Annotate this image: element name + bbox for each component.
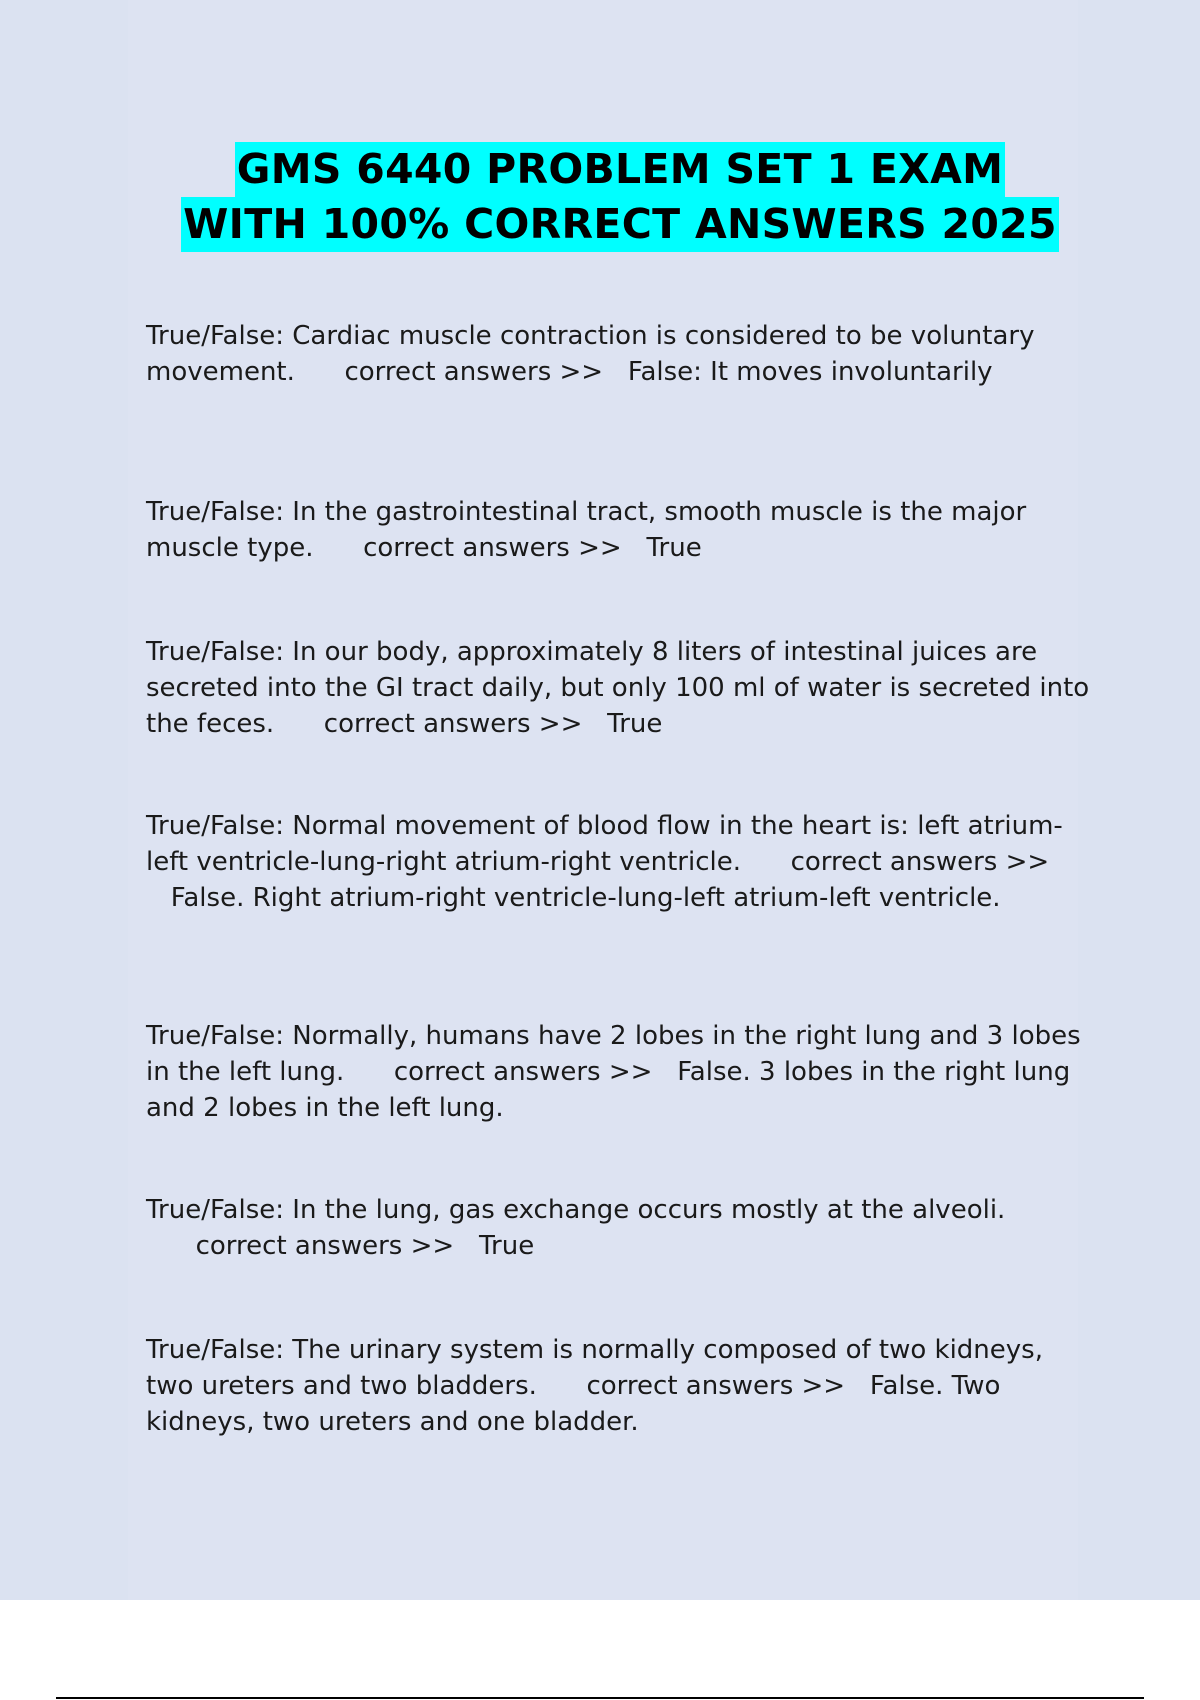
answer-marker: correct answers >> [586,1371,846,1401]
answer-marker: correct answers >> [363,533,622,563]
answer-marker: correct answers >> [195,1231,455,1261]
qa-item [146,1332,1096,1440]
title-line-1: GMS 6440 PROBLEM SET 1 EXAM [235,142,1005,197]
qa-item [146,634,1096,742]
answer-text: False: It moves involuntarily [627,357,993,387]
answer-text: True [646,533,702,563]
qa-item [146,318,1096,390]
qa-item [146,494,1096,566]
question-text: True/False: In the gastrointestinal tract, smooth muscle is the major muscle type. [146,497,1027,563]
question-text: True/False: Cardiac muscle contraction is considered to be voluntary movement. [146,321,1035,387]
answer-marker: correct answers >> [393,1057,653,1087]
answer-text: False. 3 lobes in the right lung and 2 lobes in the left lung. [146,1057,1071,1123]
answer-marker: correct answers >> [344,357,604,387]
title-line-2: WITH 100% CORRECT ANSWERS 2025 [181,197,1059,252]
question-text: True/False: In the lung, gas exchange occurs mostly at the alveoli. [146,1195,1006,1225]
footer-divider [56,1697,1144,1699]
question-text: True/False: Normally, humans have 2 lobes in the right lung and 3 lobes in the left lung. [146,1021,1081,1087]
answer-text: False. Right atrium-right ventricle-lung-left atrium-left ventricle. [170,883,1001,913]
answer-text: True [478,1231,535,1261]
question-text: True/False: In our body, approximately 8 liters of intestinal juices are secreted into the GI tract daily, but only 100 ml of water is secreted into the feces. [146,637,1090,739]
answer-text: True [607,709,663,739]
answer-marker: correct answers >> [323,709,583,739]
question-text: True/False: The urinary system is normally composed of two kidneys, two ureters and two bladders. [146,1335,1043,1401]
question-text: True/False: Normal movement of blood flow in the heart is: left atrium-left ventricle-lung-right atrium-right ventricle. [146,811,1063,877]
qa-item [146,808,1096,916]
answer-marker: correct answers >> [790,847,1050,877]
document-title [0,142,1200,252]
qa-item [146,1192,1096,1264]
answer-text: False. Two kidneys, two ureters and one bladder. [146,1371,1001,1437]
qa-item [146,1018,1096,1126]
